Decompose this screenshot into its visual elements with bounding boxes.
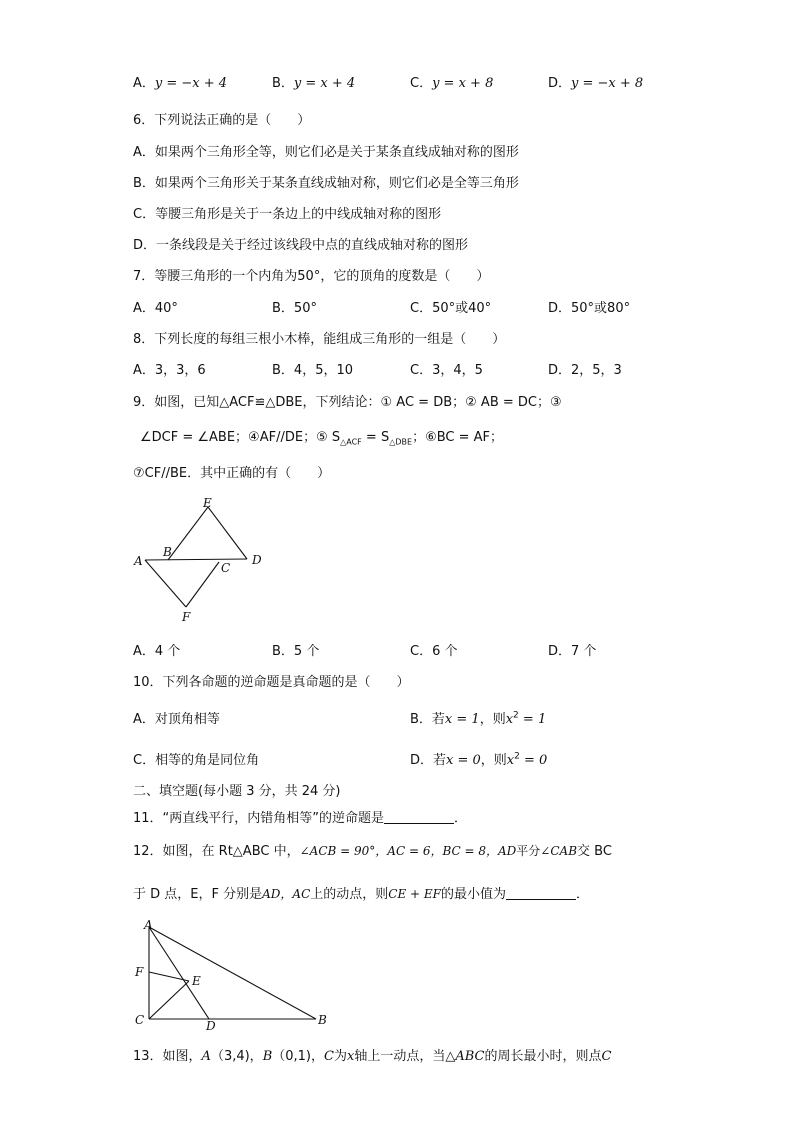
- q9-line-be: [168, 507, 208, 560]
- q5-option-d: D．y = −x + 8: [548, 76, 644, 91]
- q9-stem-line-3: ⑦CF//BE．其中正确的有（ ）: [133, 466, 331, 481]
- q9-stem-line-1: 9．如图，已知△ACF≌△DBE，下列结论：① AC = DB；② AB = DC；③: [133, 395, 562, 410]
- q12-line-fe: [149, 972, 189, 981]
- q10-option-d: D．若x = 0，则$x^2 = 0$: [410, 751, 548, 768]
- q8-option-d: D．2，5，3: [548, 363, 622, 378]
- q7-option-a: A．40°: [133, 301, 178, 316]
- q8-option-a: A．3，3，6: [133, 363, 206, 378]
- q12-line-ad: [149, 927, 209, 1019]
- q9-label-c: C: [221, 561, 231, 575]
- q7-option-b: B．50°: [272, 301, 317, 316]
- q9-label-a: A: [134, 554, 143, 568]
- q8-option-b: B．4，5，10: [272, 363, 354, 378]
- q12-stem-line-1: 12．如图，在 Rt△ABC 中，∠ACB = 90°，AC = 6，BC = 8，AD平分∠CAB交 BC: [133, 844, 612, 859]
- q7-option-c: C．50°或40°: [410, 301, 492, 316]
- q6-option-a: A．如果两个三角形全等，则它们必是关于某条直线成轴对称的图形: [133, 145, 519, 160]
- q13-stem: 13．如图，A（3,4)，B（0,1)，C为x轴上一动点，当△ABC的周长最小时，则点C: [133, 1049, 612, 1064]
- q9-line-ad: [145, 559, 247, 560]
- q6-stem: 6．下列说法正确的是（ ）: [133, 113, 311, 128]
- q8-option-c: C．3，4，5: [410, 363, 483, 378]
- q12-label-f: F: [135, 965, 144, 979]
- q12-label-c: C: [135, 1013, 145, 1027]
- q9-label-f: F: [182, 610, 191, 624]
- q11-stem: 11．“两直线平行，内错角相等”的逆命题是 ．: [133, 811, 468, 826]
- q5-option-b: B．y = x + 4: [272, 76, 356, 91]
- q12-label-d: D: [206, 1019, 216, 1033]
- q9-label-b: B: [163, 545, 172, 559]
- q6-option-b: B．如果两个三角形关于某条直线成轴对称，则它们必是全等三角形: [133, 176, 519, 191]
- section-2-title: 二、填空题(每小题 3 分，共 24 分): [133, 784, 341, 799]
- q5-option-c: C．y = x + 8: [410, 76, 494, 91]
- q9-option-b: B．5 个: [272, 644, 320, 659]
- q6-option-d: D．一条线段是关于经过该线段中点的直线成轴对称的图形: [133, 238, 469, 253]
- q10-option-c: C．相等的角是同位角: [133, 753, 260, 768]
- q5-option-a: A．y = −x + 4: [133, 76, 228, 91]
- q7-option-d: D．50°或80°: [548, 301, 631, 316]
- q9-line-af: [145, 560, 186, 607]
- q9-line-ed: [208, 507, 247, 559]
- q9-figure: [130, 490, 270, 630]
- q12-line-ab: [149, 927, 316, 1019]
- q8-stem: 8．下列长度的每组三根小木棒，能组成三角形的一组是（ ）: [133, 332, 506, 347]
- q10-option-a: A．对顶角相等: [133, 712, 220, 727]
- q12-stem-line-2: 于 D 点，E，F 分别是AD，AC上的动点，则CE + EF的最小值为 ．: [133, 887, 590, 902]
- q12-label-e: E: [192, 974, 201, 988]
- q9-line-fc: [186, 562, 219, 607]
- q9-option-d: D．7 个: [548, 644, 597, 659]
- q9-option-a: A．4 个: [133, 644, 181, 659]
- q12-line-ce: [149, 981, 189, 1019]
- q9-option-c: C．6 个: [410, 644, 458, 659]
- q11-answer-blank[interactable]: [384, 809, 454, 824]
- q6-option-c: C．等腰三角形是关于一条边上的中线成轴对称的图形: [133, 207, 442, 222]
- q10-option-b: B．若x = 1，则$x^2 = 1$: [410, 710, 547, 727]
- q12-label-b: B: [318, 1013, 327, 1027]
- q9-label-d: D: [252, 553, 262, 567]
- q12-label-a: A: [144, 918, 153, 932]
- q9-stem-line-2: ∠DCF = ∠ABE；④AF//DE；⑤ $S_{\triangle ACF} = S_{\triangle DBE}$；⑥BC = AF；: [140, 430, 504, 447]
- q12-answer-blank[interactable]: [506, 885, 576, 900]
- q9-label-e: E: [203, 496, 212, 510]
- q12-figure: [130, 915, 335, 1035]
- q10-stem: 10．下列各命题的逆命题是真命题的是（ ）: [133, 675, 410, 690]
- q7-stem: 7．等腰三角形的一个内角为50°，它的顶角的度数是（ ）: [133, 269, 490, 284]
